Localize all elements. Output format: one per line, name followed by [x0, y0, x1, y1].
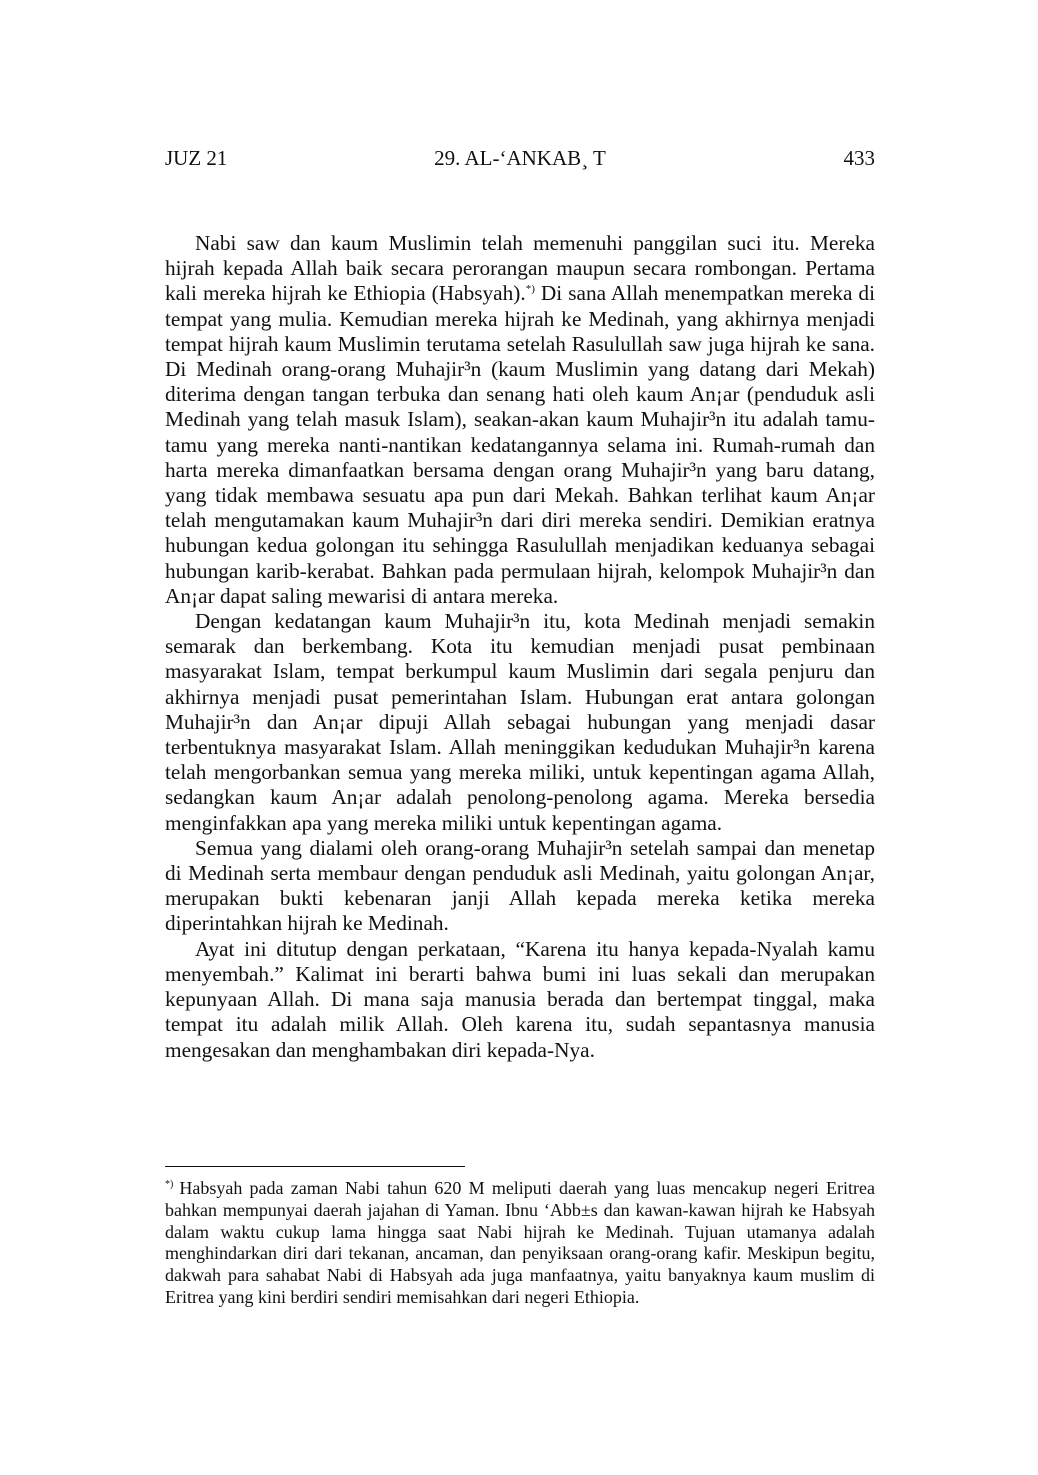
page-number: 433: [843, 146, 875, 170]
footnote-text: Habsyah pada zaman Nabi tahun 620 M meliputi daerah yang luas mencakup negeri Eritrea bahkan mempunyai daerah jajahan di Yaman. Ibnu ‘Abb±s dan kawan-kawan hijrah ke Habsyah dalam waktu cukup lama hingga saat Nabi hijrah ke Medinah. Tujuan utamanya adalah menghindarkan diri dari tekanan, ancaman, dan penyiksaan orang-orang kafir. Meskipun begitu, dakwah para sahabat Nabi di Habsyah ada juga manfaatnya, yaitu banyaknya kaum muslim di Eritrea yang kini berdiri sendiri memisahkan dari negeri Ethiopia.: [165, 1178, 875, 1307]
paragraph-4: Ayat ini ditutup dengan perkataan, “Karena itu hanya kepada-Nyalah kamu menyembah.” Kalimat ini berarti bahwa bumi ini luas sekali dan merupakan kepunyaan Allah. Di mana saja manusia berada dan bertempat tinggal, maka tempat itu adalah milik Allah. Oleh karena itu, sudah sepantasnya manusia mengesakan dan menghambakan diri kepada-Nya.: [165, 936, 875, 1062]
running-header: [165, 146, 875, 176]
paragraph-2: Dengan kedatangan kaum Muhajir³n itu, kota Medinah menjadi semakin semarak dan berkembang. Kota itu kemudian menjadi pusat pembinaan masyarakat Islam, tempat berkumpul kaum Muslimin dari segala penjuru dan akhirnya menjadi pusat pemerintahan Islam. Hubungan erat antara golongan Muhajir³n dan An¡ar dipuji Allah sebagai hubungan yang menjadi dasar terbentuknya masyarakat Islam. Allah meninggikan kedudukan Muhajir³n karena telah mengorbankan semua yang mereka miliki, untuk kepentingan agama Allah, sedangkan kaum An¡ar adalah penolong-penolong agama. Mereka bersedia menginfakkan apa yang mereka miliki untuk kepentingan agama.: [165, 609, 875, 835]
paragraph-1: [165, 231, 875, 609]
surah-title: 29. AL-‘ANKAB¸ T: [434, 146, 606, 170]
paragraph-3: Semua yang dialami oleh orang-orang Muhajir³n setelah sampai dan menetap di Medinah serta membaur dengan penduduk asli Medinah, yaitu golongan An¡ar, merupakan bukti kebenaran janji Allah kepada mereka ketika mereka diperintahkan hijrah ke Medinah.: [165, 835, 875, 936]
main-text: [165, 231, 875, 1063]
footnote-divider: [165, 1166, 465, 1167]
footnote: [165, 1178, 875, 1309]
juz-label: JUZ 21: [165, 146, 228, 170]
paragraph-1-before: Nabi saw dan kaum Muslimin telah memenuhi panggilan suci itu. Mereka hijrah kepada Allah baik secara perorangan maupun secara rombongan. Pertama kali mereka hijrah ke Ethiopia (Habsyah).: [165, 231, 875, 306]
footnote-reference: *): [525, 283, 535, 296]
footnote-marker: *): [165, 1179, 174, 1190]
paragraph-1-after: Di sana Allah menempatkan mereka di tempat yang mulia. Kemudian mereka hijrah ke Medinah, yang akhirnya menjadi tempat hijrah kaum Muslimin terutama setelah Rasulullah saw juga hijrah ke sana. Di Medinah orang-orang Muhajir³n (kaum Muslimin yang datang dari Mekah) diterima dengan tangan terbuka dan senang hati oleh kaum An¡ar (penduduk asli Medinah yang telah masuk Islam), seakan-akan kaum Muhajir³n itu adalah tamu-tamu yang mereka nanti-nantikan kedatangannya selama ini. Rumah-rumah dan harta mereka dimanfaatkan bersama dengan orang Muhajir³n yang baru datang, yang tidak membawa sesuatu apa pun dari Mekah. Bahkan terlihat kaum An¡ar telah mengutamakan kaum Muhajir³n dari diri mereka sendiri. Demikian eratnya hubungan kedua golongan itu sehingga Rasulullah menjadikan keduanya sebagai hubungan karib-kerabat. Bahkan pada permulaan hijrah, kelompok Muhajir³n dan An¡ar dapat saling mewarisi di antara mereka.: [165, 281, 875, 608]
